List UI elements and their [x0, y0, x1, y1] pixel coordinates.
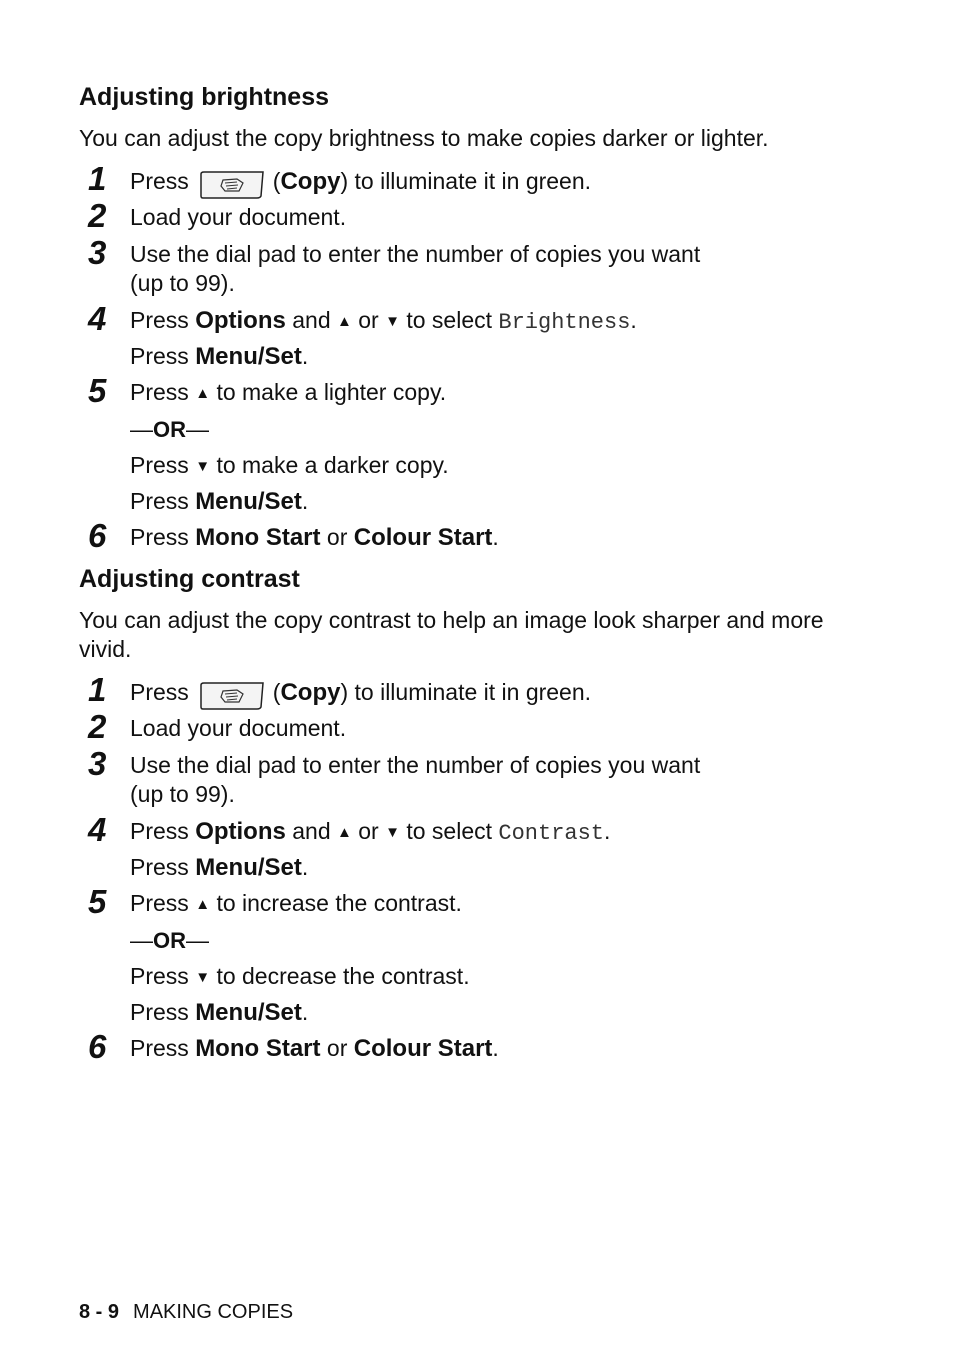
press-text: Press — [130, 307, 189, 333]
options-key-label: Options — [195, 307, 286, 334]
press-text: Press — [130, 379, 189, 405]
or-label: OR — [153, 417, 186, 442]
mono-start-key-label: Mono Start — [195, 524, 321, 551]
period: . — [604, 818, 611, 844]
step-6-text — [130, 523, 499, 552]
menu-set-key-label: Menu/Set — [195, 854, 302, 881]
down-arrow-icon: ▼ — [195, 969, 211, 986]
up-arrow-icon: ▲ — [337, 824, 352, 841]
up-arrow-icon: ▲ — [195, 385, 211, 402]
section-title-brightness: Adjusting brightness — [79, 83, 329, 111]
press-text: Press — [130, 343, 189, 369]
step-number: 2 — [88, 197, 107, 234]
press-text: Press — [130, 524, 189, 550]
press-text: Press — [130, 679, 189, 705]
colour-start-key-label: Colour Start — [353, 1035, 493, 1062]
step-1-rest: ) to illuminate it in green. — [340, 679, 592, 705]
setting-name: Contrast — [498, 821, 605, 846]
step-5-down — [130, 962, 470, 992]
page-footer — [79, 1301, 293, 1324]
up-arrow-icon: ▲ — [195, 896, 211, 913]
step-3-line-1: Use the dial pad to enter the number of copies you want — [130, 752, 701, 778]
up-arrow-icon: ▲ — [337, 313, 352, 330]
step-1-text — [130, 167, 591, 197]
step-5-down — [130, 451, 449, 481]
menu-set-key-label: Menu/Set — [195, 343, 302, 370]
step-4-text — [130, 306, 637, 337]
or-separator: —OR— — [130, 416, 209, 442]
step-5-up-text: to increase the contrast. — [216, 890, 462, 916]
period: . — [630, 307, 637, 333]
press-text: Press — [130, 963, 189, 989]
period: . — [492, 1035, 499, 1061]
menu-set-key-label: Menu/Set — [195, 488, 302, 515]
step-number: 5 — [88, 372, 107, 409]
select-text: to select — [406, 307, 492, 333]
step-2-text: Load your document. — [130, 204, 347, 230]
or-text: or — [326, 1035, 348, 1061]
press-text: Press — [130, 452, 189, 478]
press-text: Press — [130, 168, 189, 194]
step-number: 4 — [88, 811, 107, 848]
step-6-text — [130, 1034, 499, 1063]
and-text: and — [292, 307, 331, 333]
step-3-line-2: (up to 99). — [130, 270, 235, 296]
period: . — [492, 524, 499, 550]
copy-key-label: Copy — [280, 679, 341, 706]
and-text: and — [292, 818, 331, 844]
step-5-down-text: to decrease the contrast. — [216, 963, 470, 989]
step-number: 6 — [88, 1028, 107, 1065]
step-5-down-text: to make a darker copy. — [216, 452, 449, 478]
down-arrow-icon: ▼ — [385, 824, 400, 841]
step-4-text — [130, 817, 610, 848]
step-number: 1 — [88, 671, 107, 708]
or-text: or — [326, 524, 348, 550]
step-5-menuset: Press Menu/Set. — [130, 488, 309, 515]
step-number: 4 — [88, 300, 107, 337]
down-arrow-icon: ▼ — [385, 313, 400, 330]
chapter-title: MAKING COPIES — [133, 1301, 294, 1323]
press-text: Press — [130, 1035, 189, 1061]
step-number: 2 — [88, 708, 107, 745]
step-1-text — [130, 678, 591, 708]
step-3-line-1: Use the dial pad to enter the number of copies you want — [130, 241, 701, 267]
press-text: Press — [130, 854, 189, 880]
intro-contrast: You can adjust the copy contrast to help an image look sharper and more vivid. — [79, 607, 824, 662]
section-title-contrast: Adjusting contrast — [79, 565, 300, 593]
press-text: Press — [130, 488, 189, 514]
press-text: Press — [130, 890, 189, 916]
step-5-up — [130, 378, 446, 408]
step-number: 3 — [88, 745, 107, 782]
page-number: 8 - 9 — [79, 1301, 120, 1323]
colour-start-key-label: Colour Start — [353, 524, 493, 551]
step-1-rest: ) to illuminate it in green. — [340, 168, 592, 194]
paren-open: ( — [272, 168, 281, 194]
or-label: OR — [153, 928, 186, 953]
press-text: Press — [130, 818, 189, 844]
step-4-menuset: Press Menu/Set. — [130, 854, 309, 881]
select-text: to select — [406, 818, 492, 844]
options-key-label: Options — [195, 818, 286, 845]
setting-name: Brightness — [498, 310, 631, 335]
step-number: 3 — [88, 234, 107, 271]
copy-key-label: Copy — [280, 168, 341, 195]
step-5-up-text: to make a lighter copy. — [216, 379, 447, 405]
step-number: 6 — [88, 517, 107, 554]
intro-brightness: You can adjust the copy brightness to make copies darker or lighter. — [79, 125, 769, 151]
or-separator: —OR— — [130, 927, 209, 953]
step-3-line-2: (up to 99). — [130, 781, 235, 807]
down-arrow-icon: ▼ — [195, 458, 211, 475]
paren-open: ( — [272, 679, 281, 705]
menu-set-key-label: Menu/Set — [195, 999, 302, 1026]
step-number: 5 — [88, 883, 107, 920]
copy-key-icon — [199, 170, 263, 197]
mono-start-key-label: Mono Start — [195, 1035, 321, 1062]
step-5-menuset: Press Menu/Set. — [130, 999, 309, 1026]
press-text: Press — [130, 999, 189, 1025]
step-2-text: Load your document. — [130, 715, 347, 741]
step-5-up — [130, 889, 462, 919]
step-number: 1 — [88, 160, 107, 197]
or-text: or — [358, 818, 379, 844]
or-text: or — [358, 307, 379, 333]
copy-key-icon — [199, 681, 263, 708]
step-4-menuset: Press Menu/Set. — [130, 343, 309, 370]
